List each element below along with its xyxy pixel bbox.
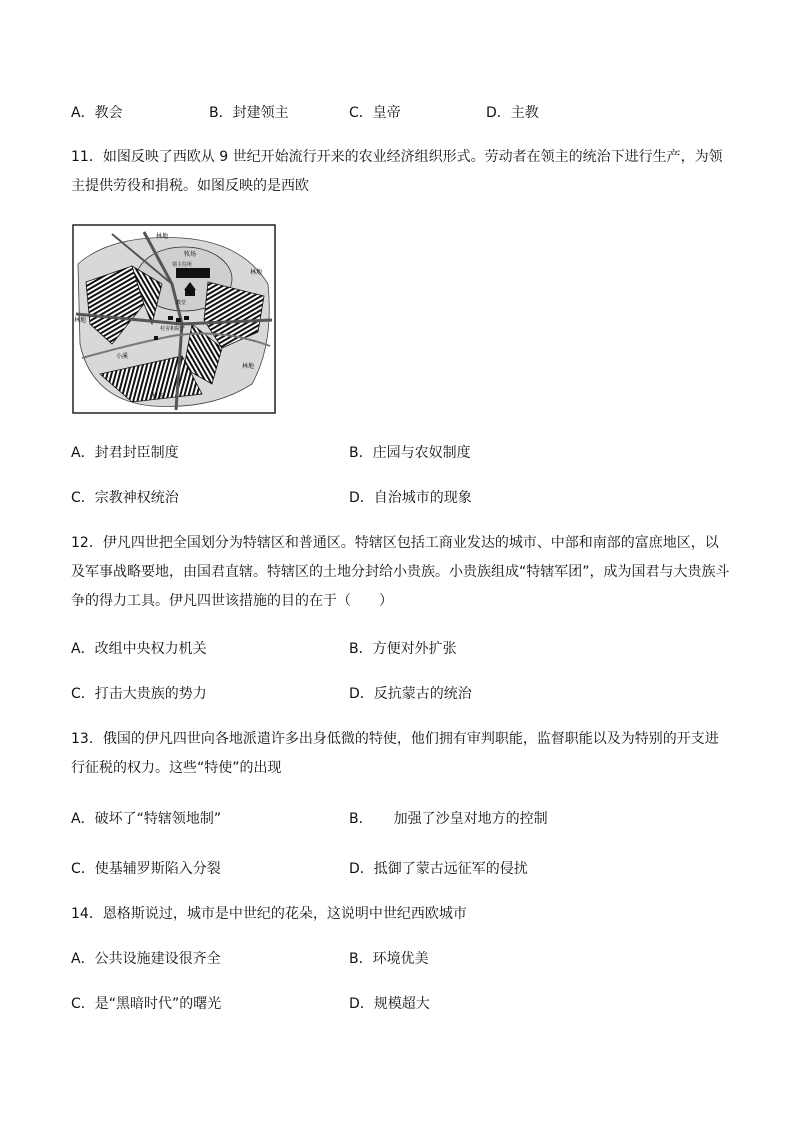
- map-label-woods-right: 林地: [250, 269, 263, 276]
- q10-option-c[interactable]: C．皇帝: [349, 105, 401, 121]
- q14-option-b[interactable]: B．环境优美: [349, 951, 429, 967]
- q13-option-b[interactable]: B． 加强了沙皇对地方的控制: [349, 811, 548, 827]
- map-label-manor-house: 领主住所: [172, 262, 193, 268]
- map-label-woods-bottom: 林地: [242, 363, 255, 370]
- q13-option-c[interactable]: C．使基辅罗斯陷入分裂: [71, 861, 221, 877]
- q14-option-d[interactable]: D．规模超大: [349, 996, 430, 1012]
- map-label-woods-top: 林地: [156, 233, 169, 240]
- q11-option-b[interactable]: B．庄园与农奴制度: [349, 445, 471, 461]
- map-label-village: 村舍和院子: [160, 326, 186, 332]
- map-label-woods-left: 林地: [74, 317, 87, 324]
- q14-option-c[interactable]: C．是“黑暗时代”的曙光: [71, 996, 222, 1012]
- q14-stem: 14．恩格斯说过，城市是中世纪的花朵，这说明中世纪西欧城市: [71, 906, 467, 922]
- manor-map-figure: [72, 224, 276, 414]
- map-label-river: 小溪: [116, 353, 129, 360]
- q11-option-c[interactable]: C．宗教神权统治: [71, 490, 179, 506]
- q11-option-d[interactable]: D．自治城市的现象: [349, 490, 472, 506]
- q13-option-a[interactable]: A．破坏了“特辖领地制”: [71, 811, 222, 827]
- q10-option-a[interactable]: A．教会: [71, 105, 123, 121]
- map-label-church: 教堂: [176, 300, 187, 306]
- q12-option-a[interactable]: A．改组中央权力机关: [71, 641, 207, 657]
- q11-option-a[interactable]: A．封君封臣制度: [71, 445, 179, 461]
- q13-stem: 13．俄国的伊凡四世向各地派遣许多出身低微的特使，他们拥有审判职能，监督职能以及为特别的开支进行征税的权力。这些“特使”的出现: [71, 731, 719, 776]
- q13-option-d[interactable]: D．抵御了蒙古远征军的侵扰: [349, 861, 528, 877]
- q12-option-b[interactable]: B．方便对外扩张: [349, 641, 457, 657]
- map-label-pasture-bottom: 牧场: [152, 393, 165, 400]
- q10-option-d[interactable]: D．主教: [486, 105, 539, 121]
- q10-option-b[interactable]: B．封建领主: [209, 105, 289, 121]
- q12-option-c[interactable]: C．打击大贵族的势力: [71, 686, 207, 702]
- q12-option-d[interactable]: D．反抗蒙古的统治: [349, 686, 472, 702]
- q12-stem: 12．伊凡四世把全国划分为特辖区和普通区。特辖区包括工商业发达的城市、中部和南部的富庶地区，以及军事战略要地，由国君直辖。特辖区的土地分封给小贵族。小贵族组成“特辖军团”，成为国君与大贵族斗争的得力工具。伊凡四世该措施的目的在于（ ）: [71, 535, 730, 609]
- q14-option-a[interactable]: A．公共设施建设很齐全: [71, 951, 221, 967]
- q11-stem: 11．如图反映了西欧从 9 世纪开始流行开来的农业经济组织形式。劳动者在领主的统治下进行生产，为领主提供劳役和捐税。如图反映的是西欧: [71, 149, 723, 194]
- map-label-pasture: 牧场: [184, 251, 197, 258]
